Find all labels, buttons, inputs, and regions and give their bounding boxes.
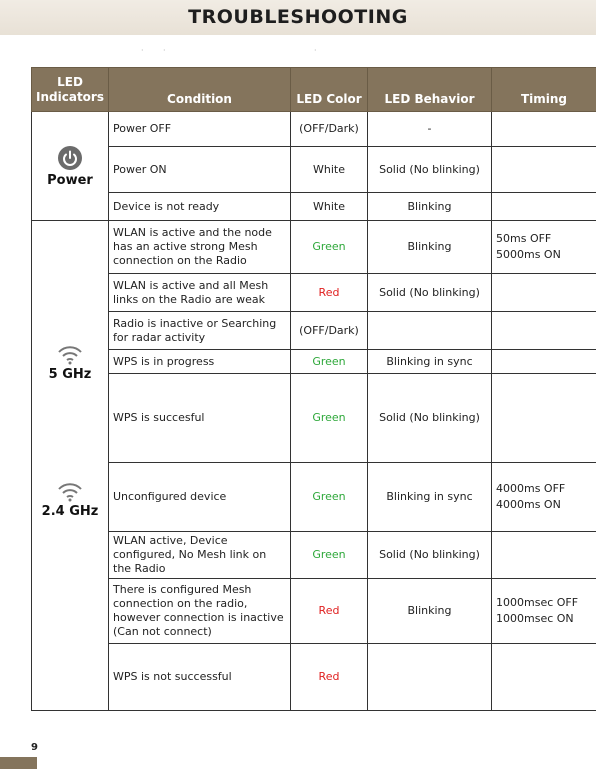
- timing-cell: [492, 221, 596, 274]
- header-timing: Timing: [492, 68, 596, 112]
- table-row: [32, 221, 596, 274]
- behavior-cell: Solid (No blinking): [368, 274, 492, 312]
- timing-cell: [492, 532, 596, 579]
- behavior-cell: Solid (No blinking): [368, 374, 492, 463]
- timing-cell: [492, 374, 596, 463]
- color-cell: White: [291, 193, 368, 221]
- condition-cell: Power OFF: [109, 112, 291, 147]
- table-row: [32, 312, 596, 350]
- condition-cell: Radio is inactive or Searching for radar activity: [109, 312, 291, 350]
- table-row: [32, 274, 596, 312]
- condition-cell: WPS is in progress: [109, 350, 291, 374]
- table-row: [32, 374, 596, 463]
- condition-cell: There is configured Mesh connection on the radio, however connection is inactive (Can not connect): [109, 579, 291, 644]
- color-cell: Green: [291, 463, 368, 532]
- behavior-cell: Blinking: [368, 193, 492, 221]
- behavior-cell: [368, 312, 492, 350]
- header-led-behavior: LED Behavior: [368, 68, 492, 112]
- color-cell: Green: [291, 350, 368, 374]
- behavior-cell: Blinking: [368, 579, 492, 644]
- timing-cell: [492, 112, 596, 147]
- condition-cell: WLAN active, Device configured, No Mesh link on the Radio: [109, 532, 291, 579]
- table-row: [32, 644, 596, 711]
- indicator-label-power: Power: [47, 172, 93, 188]
- condition-cell: Power ON: [109, 147, 291, 193]
- table-header-row: [32, 68, 596, 112]
- indicator-label-24ghz: 2.4 GHz: [41, 504, 99, 519]
- table-row: [32, 532, 596, 579]
- behavior-cell: Blinking: [368, 221, 492, 274]
- timing-cell: [492, 644, 596, 711]
- timing-off: 4000ms OFF: [496, 482, 566, 495]
- behavior-cell: -: [368, 112, 492, 147]
- condition-cell: Device is not ready: [109, 193, 291, 221]
- stray-mark: ·: [314, 46, 317, 55]
- power-icon: [57, 145, 83, 171]
- table-row: [32, 350, 596, 374]
- color-cell: (OFF/Dark): [291, 112, 368, 147]
- timing-on: 5000ms ON: [496, 248, 561, 261]
- table-row: [32, 193, 596, 221]
- behavior-cell: Solid (No blinking): [368, 147, 492, 193]
- color-cell: Red: [291, 579, 368, 644]
- indicator-label-5ghz: 5 GHz: [48, 367, 92, 382]
- header-led-color: LED Color: [291, 68, 368, 112]
- timing-cell: [492, 274, 596, 312]
- timing-cell: [492, 147, 596, 193]
- indicator-wifi: [32, 221, 109, 711]
- timing-cell: [492, 463, 596, 532]
- behavior-cell: [368, 644, 492, 711]
- footer-accent-bar: [0, 757, 37, 769]
- stray-mark: ·: [163, 46, 166, 55]
- condition-cell: WLAN is active and the node has an active strong Mesh connection on the Radio: [109, 221, 291, 274]
- color-cell: Green: [291, 532, 368, 579]
- wifi-5ghz-icon: [57, 345, 83, 365]
- condition-cell: WLAN is active and all Mesh links on the Radio are weak: [109, 274, 291, 312]
- header-led-indicators: LED Indicators: [32, 68, 109, 112]
- timing-off: 1000msec OFF: [496, 596, 579, 609]
- led-troubleshooting-table: [31, 67, 596, 711]
- color-cell: Green: [291, 374, 368, 463]
- indicator-power: [32, 112, 109, 221]
- color-cell: (OFF/Dark): [291, 312, 368, 350]
- behavior-cell: Blinking in sync: [368, 350, 492, 374]
- color-cell: Red: [291, 274, 368, 312]
- behavior-cell: Blinking in sync: [368, 463, 492, 532]
- table-row: [32, 463, 596, 532]
- table-row: [32, 112, 596, 147]
- condition-cell: WPS is not successful: [109, 644, 291, 711]
- behavior-cell: Solid (No blinking): [368, 532, 492, 579]
- header-condition: Condition: [109, 68, 291, 112]
- wifi-24ghz-icon: [57, 482, 83, 502]
- timing-on: 1000msec ON: [496, 612, 574, 625]
- page-title: TROUBLESHOOTING: [188, 6, 408, 28]
- condition-cell: Unconfigured device: [109, 463, 291, 532]
- color-cell: White: [291, 147, 368, 193]
- page-number: 9: [31, 742, 38, 753]
- timing-cell: [492, 312, 596, 350]
- timing-cell: [492, 350, 596, 374]
- timing-on: 4000ms ON: [496, 498, 561, 511]
- timing-cell: [492, 193, 596, 221]
- table-row: [32, 147, 596, 193]
- table-row: [32, 579, 596, 644]
- page-header: [0, 0, 596, 35]
- color-cell: Red: [291, 644, 368, 711]
- condition-cell: WPS is succesful: [109, 374, 291, 463]
- timing-off: 50ms OFF: [496, 232, 552, 245]
- color-cell: Green: [291, 221, 368, 274]
- stray-mark: ·: [141, 46, 144, 55]
- timing-cell: [492, 579, 596, 644]
